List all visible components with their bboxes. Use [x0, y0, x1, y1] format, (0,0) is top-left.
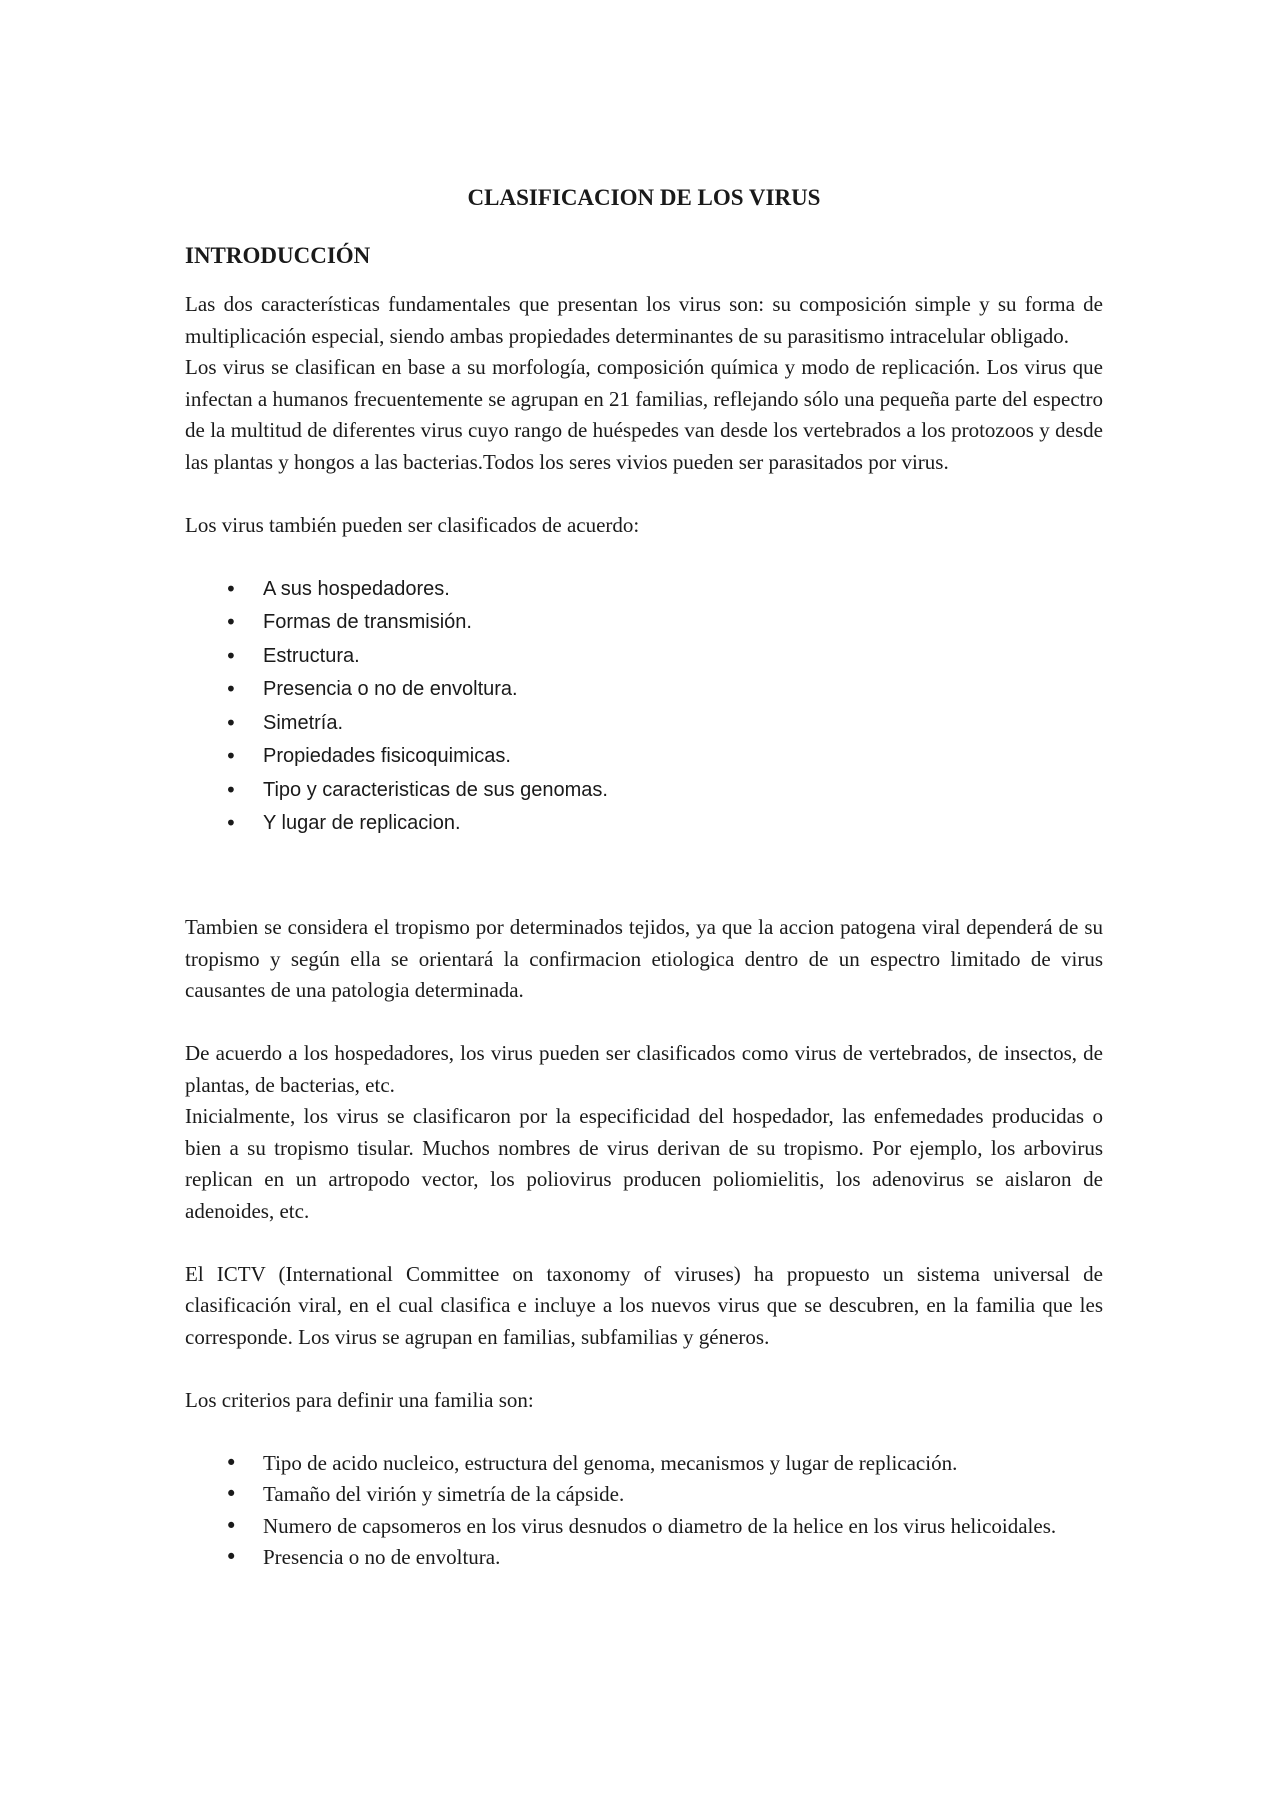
- bullet-icon: •: [225, 1513, 238, 1538]
- list-item: • Tipo de acido nucleico, estructura del genoma, mecanismos y lugar de replicación.: [185, 1448, 1103, 1480]
- list-item: • Simetría.: [185, 707, 1103, 741]
- bullet-icon: •: [225, 1482, 238, 1506]
- list-item: • Presencia o no de envoltura.: [185, 1542, 1103, 1574]
- paragraph: Las dos características fundamentales que presentan los virus son: su composición simple y su forma de multiplicación especial, siendo ambas propiedades determinantes de su parasitismo intracelular obligado.: [185, 292, 1103, 348]
- bullet-icon: •: [225, 811, 237, 835]
- bullet-icon: •: [225, 1545, 238, 1569]
- document-title: CLASIFICACION DE LOS VIRUS: [467, 185, 821, 210]
- list-item: • Tamaño del virión y simetría de la cápside.: [185, 1479, 1103, 1511]
- bullet-icon: •: [225, 1450, 238, 1475]
- paragraph: El ICTV (International Committee on taxonomy of viruses) ha propuesto un sistema universal de clasificación viral, en el cual clasifica e incluye a los nuevos virus que se descubren, en la familia que les corresponde. Los virus se agrupan en familias, subfamilias y géneros.: [185, 1261, 1103, 1349]
- list-item: • Formas de transmisión.: [185, 606, 1103, 640]
- list-item: • Propiedades fisicoquimicas.: [185, 740, 1103, 774]
- list-item: • Presencia o no de envoltura.: [185, 673, 1103, 707]
- list-item: • Y lugar de replicacion.: [185, 807, 1103, 841]
- bullet-icon: •: [225, 744, 237, 768]
- list-item: • Tipo y caracteristicas de sus genomas.: [185, 774, 1103, 808]
- bullet-icon: •: [225, 576, 237, 601]
- paragraph: Tambien se considera el tropismo por determinados tejidos, ya que la accion patogena viral dependerá de su tropismo y según ella se orientará la confirmacion etiologica dentro de un espectro limitado de virus causantes de una patologia determinada.: [185, 915, 1103, 1002]
- family-criteria-list: [185, 1448, 1103, 1574]
- section-heading: INTRODUCCIÓN: [185, 243, 371, 268]
- paragraph: Los criterios para definir una familia son:: [185, 1387, 534, 1412]
- classification-list: [185, 573, 1103, 841]
- paragraph: De acuerdo a los hospedadores, los virus pueden ser clasificados como virus de vertebrados, de insectos, de plantas, de bacterias, etc.: [185, 1041, 1103, 1097]
- list-item: • A sus hospedadores.: [185, 573, 1103, 607]
- bullet-icon: •: [225, 677, 237, 701]
- document-page: [185, 183, 1103, 1574]
- bullet-icon: •: [225, 710, 237, 735]
- paragraph: Los virus se clasifican en base a su morfología, composición química y modo de replicación. Los virus que infectan a humanos frecuentemente se agrupan en 21 familias, reflejando sólo una pequeña parte del espectro de la multitud de diferentes virus cuyo rango de huéspedes van desde los vertebrados a los protozoos y desde las plantas y hongos a las bacterias.Todos los seres vivios pueden ser parasitados por virus.: [185, 355, 1103, 474]
- list-item: • Numero de capsomeros en los virus desnudos o diametro de la helice en los virus helicoidales.: [185, 1511, 1103, 1543]
- bullet-icon: •: [225, 777, 237, 802]
- paragraph: Los virus también pueden ser clasificados de acuerdo:: [185, 512, 640, 537]
- bullet-icon: •: [225, 643, 237, 668]
- list-item: • Estructura.: [185, 640, 1103, 674]
- paragraph: Inicialmente, los virus se clasificaron por la especificidad del hospedador, las enfemedades producidas o bien a su tropismo tisular. Muchos nombres de virus derivan de su tropismo. Por ejemplo, los arbovirus replican en un artropodo vector, los poliovirus producen poliomielitis, los adenovirus se aislaron de adenoides, etc.: [185, 1104, 1103, 1223]
- bullet-icon: •: [225, 610, 237, 634]
